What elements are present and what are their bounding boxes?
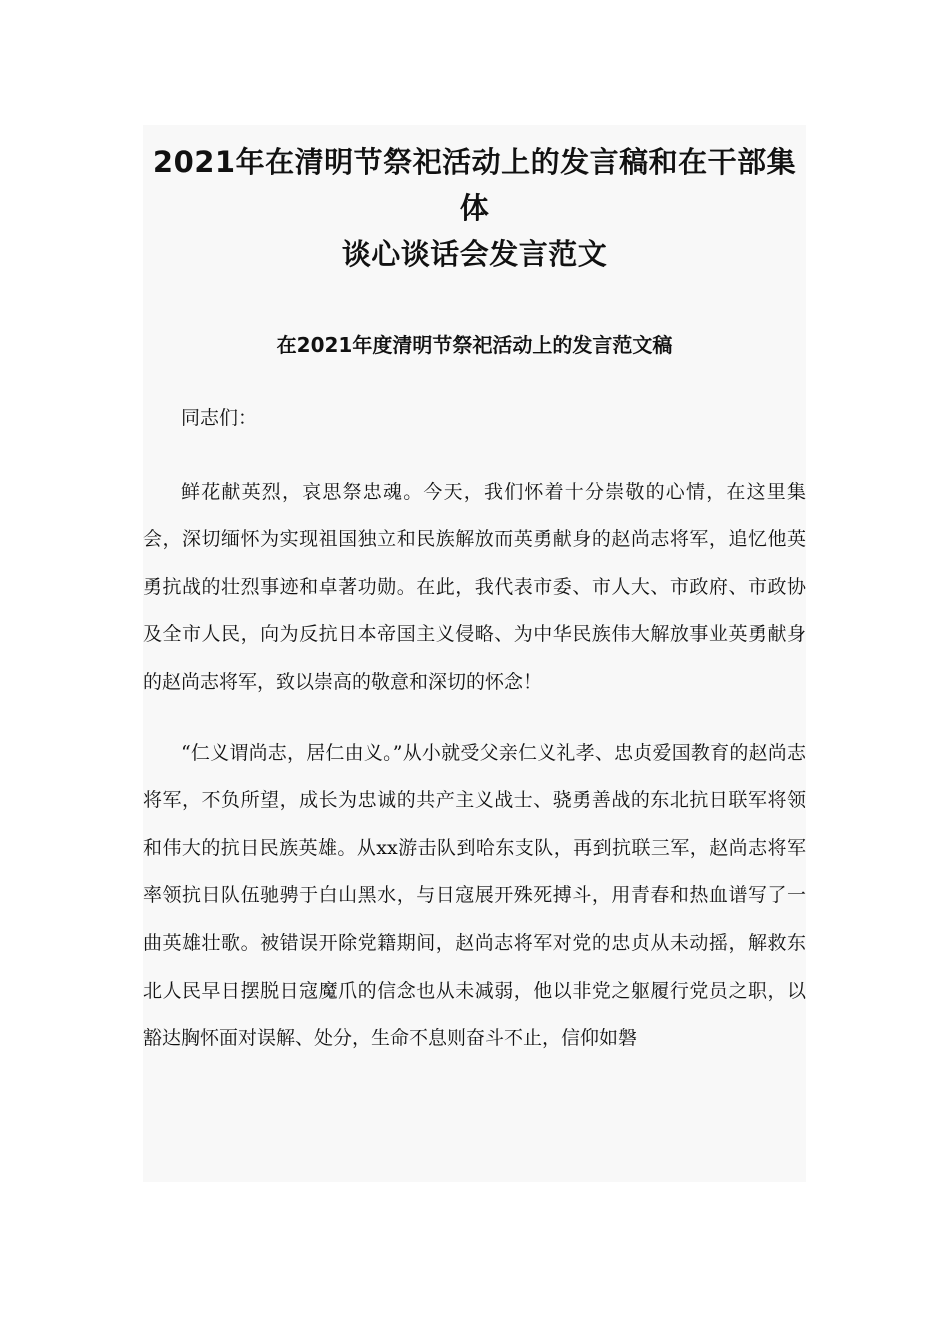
document-page <box>143 125 806 1182</box>
document-body <box>143 395 806 1086</box>
section-subtitle: 在2021年度清明节祭祀活动上的发言范文稿 <box>276 333 673 357</box>
paragraph-2: “仁义谓尚志，居仁由义。”从小就受父亲仁义礼孝、忠贞爱国教育的赵尚志将军，不负所望，成长为忠诚的共产主义战士、骁勇善战的东北抗日联军将领和伟大的抗日民族英雄。从xx游击队到哈东支队，再到抗联三军，赵尚志将军率领抗日队伍驰骋于白山黑水，与日寇展开殊死搏斗，用青春和热血谱写了一曲英雄壮歌。被错误开除党籍期间，赵尚志将军对党的忠贞从未动摇，解救东北人民早日摆脱日寇魔爪的信念也从未减弱，他以非党之躯履行党员之职，以豁达胸怀面对误解、处分，生命不息则奋斗不止，信仰如磐 <box>143 741 806 1050</box>
paragraph-1: 鲜花献英烈，哀思祭忠魂。今天，我们怀着十分崇敬的心情，在这里集会，深切缅怀为实现祖国独立和民族解放而英勇献身的赵尚志将军，追忆他英勇抗战的壮烈事迹和卓著功勋。在此，我代表市委、市人大、市政府、市政协及全市人民，向为反抗日本帝国主义侵略、为中华民族伟大解放事业英勇献身的赵尚志将军，致以崇高的敬意和深切的怀念！ <box>143 480 806 693</box>
title-line-1: 2021年在清明节祭祀活动上的发言稿和在干部集体 <box>152 145 797 225</box>
salutation: 同志们： <box>181 407 258 429</box>
document-title <box>143 125 806 277</box>
title-line-2: 谈心谈话会发言范文 <box>341 237 608 271</box>
